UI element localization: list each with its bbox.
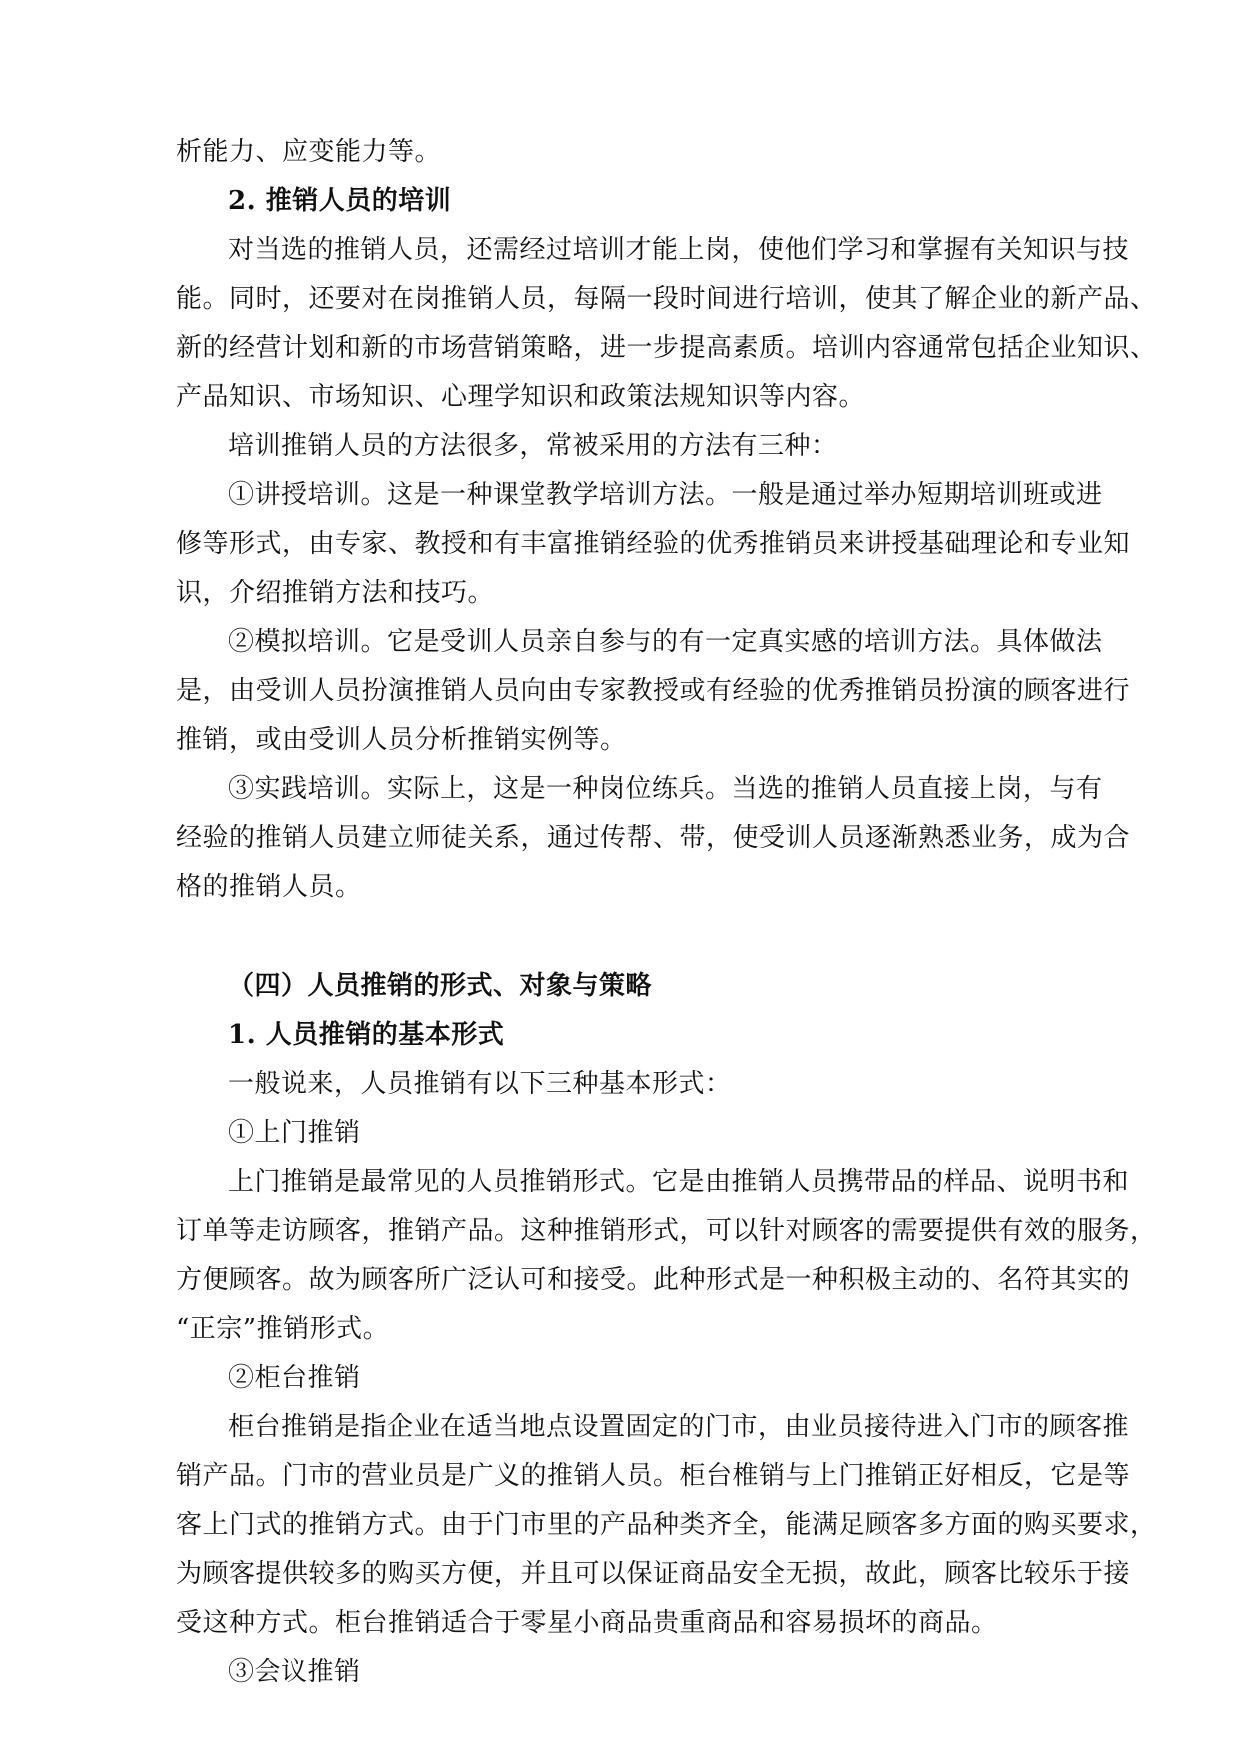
paragraph-line: ①讲授培训。这是一种课堂教学培训方法。一般是通过举办短期培训班或进 [228,480,1103,510]
paragraph-line: 对当选的推销人员，还需经过培训才能上岗，使他们学习和掌握有关知识与技 [228,235,1130,265]
paragraph-line: 推销，或由受训人员分析推销实例等。 [176,725,627,755]
paragraph-line: ②模拟培训。它是受训人员亲自参与的有一定真实感的培训方法。具体做法 [228,627,1103,657]
paragraph-line: 为顾客提供较多的购买方便，并且可以保证商品安全无损，故此，顾客比较乐于接 [176,1559,1131,1589]
paragraph-line: 能。同时，还要对在岗推销人员，每隔一段时间进行培训，使其了解企业的新产品、 [176,284,1157,314]
section-heading: 1. 人员推销的基本形式 [228,1020,505,1050]
paragraph-line: 经验的推销人员建立师徒关系，通过传帮、带，使受训人员逐渐熟悉业务，成为合 [176,823,1131,853]
paragraph-line: 销产品。门市的营业员是广义的推销人员。柜台椎销与上门推销正好相反，它是等 [176,1461,1131,1491]
paragraph-line: 是，由受训人员扮演推销人员向由专家教授或有经验的优秀推销员扮演的顾客进行 [176,676,1131,706]
paragraph-line: 受这种方式。柜台推销适合于零星小商品贵重商品和容易损坏的商品。 [176,1608,998,1638]
paragraph-line: 上门推销是最常见的人员推销形式。它是由推销人员携带品的样品、说明书和 [228,1167,1130,1197]
paragraph-line: 新的经营计划和新的市场营销策略，进一步提高素质。培训内容通常包括企业知识、 [176,333,1157,363]
paragraph-line: ③实践培训。实际上，这是一种岗位练兵。当选的推销人员直接上岗，与有 [228,774,1103,804]
paragraph-line: 一般说来，人员推销有以下三种基本形式： [228,1069,732,1099]
list-item-heading: ①上门推销 [228,1118,361,1148]
paragraph-line: 方便顾客。故为顾客所广泛认可和接受。此种形式是一种积极主动的、名符其实的 [176,1265,1131,1295]
paragraph-line: 识，介绍推销方法和技巧。 [176,578,495,608]
list-item-heading: ②柜台推销 [228,1363,361,1393]
paragraph-line: 析能力、应变能力等。 [176,137,442,167]
section-heading: 2. 推销人员的培训 [228,186,452,216]
paragraph-line: 柜台推销是指企业在适当地点设置固定的门市，由业员接待进入门市的顾客推 [228,1412,1130,1442]
paragraph-line: 客上门式的推销方式。由于门市里的产品种类齐全，能满足顾客多方面的购买要求， [176,1510,1157,1540]
paragraph-line: 产品知识、市场知识、心理学知识和政策法规知识等内容。 [176,382,866,412]
paragraph-line: 格的推销人员。 [176,872,362,902]
chapter-heading: （四）人员推销的形式、对象与策略 [228,971,653,1001]
paragraph-line: 修等形式，由专家、教授和有丰富推销经验的优秀推销员来讲授基础理论和专业知 [176,529,1131,559]
paragraph-line: 培训推销人员的方法很多，常被采用的方法有三种： [228,431,838,461]
paragraph-line: 订单等走访顾客，推销产品。这种推销形式，可以针对顾客的需要提供有效的服务， [176,1216,1157,1246]
list-item-heading: ③会议推销 [228,1657,361,1687]
paragraph-line: “正宗”推销形式。 [176,1314,390,1344]
